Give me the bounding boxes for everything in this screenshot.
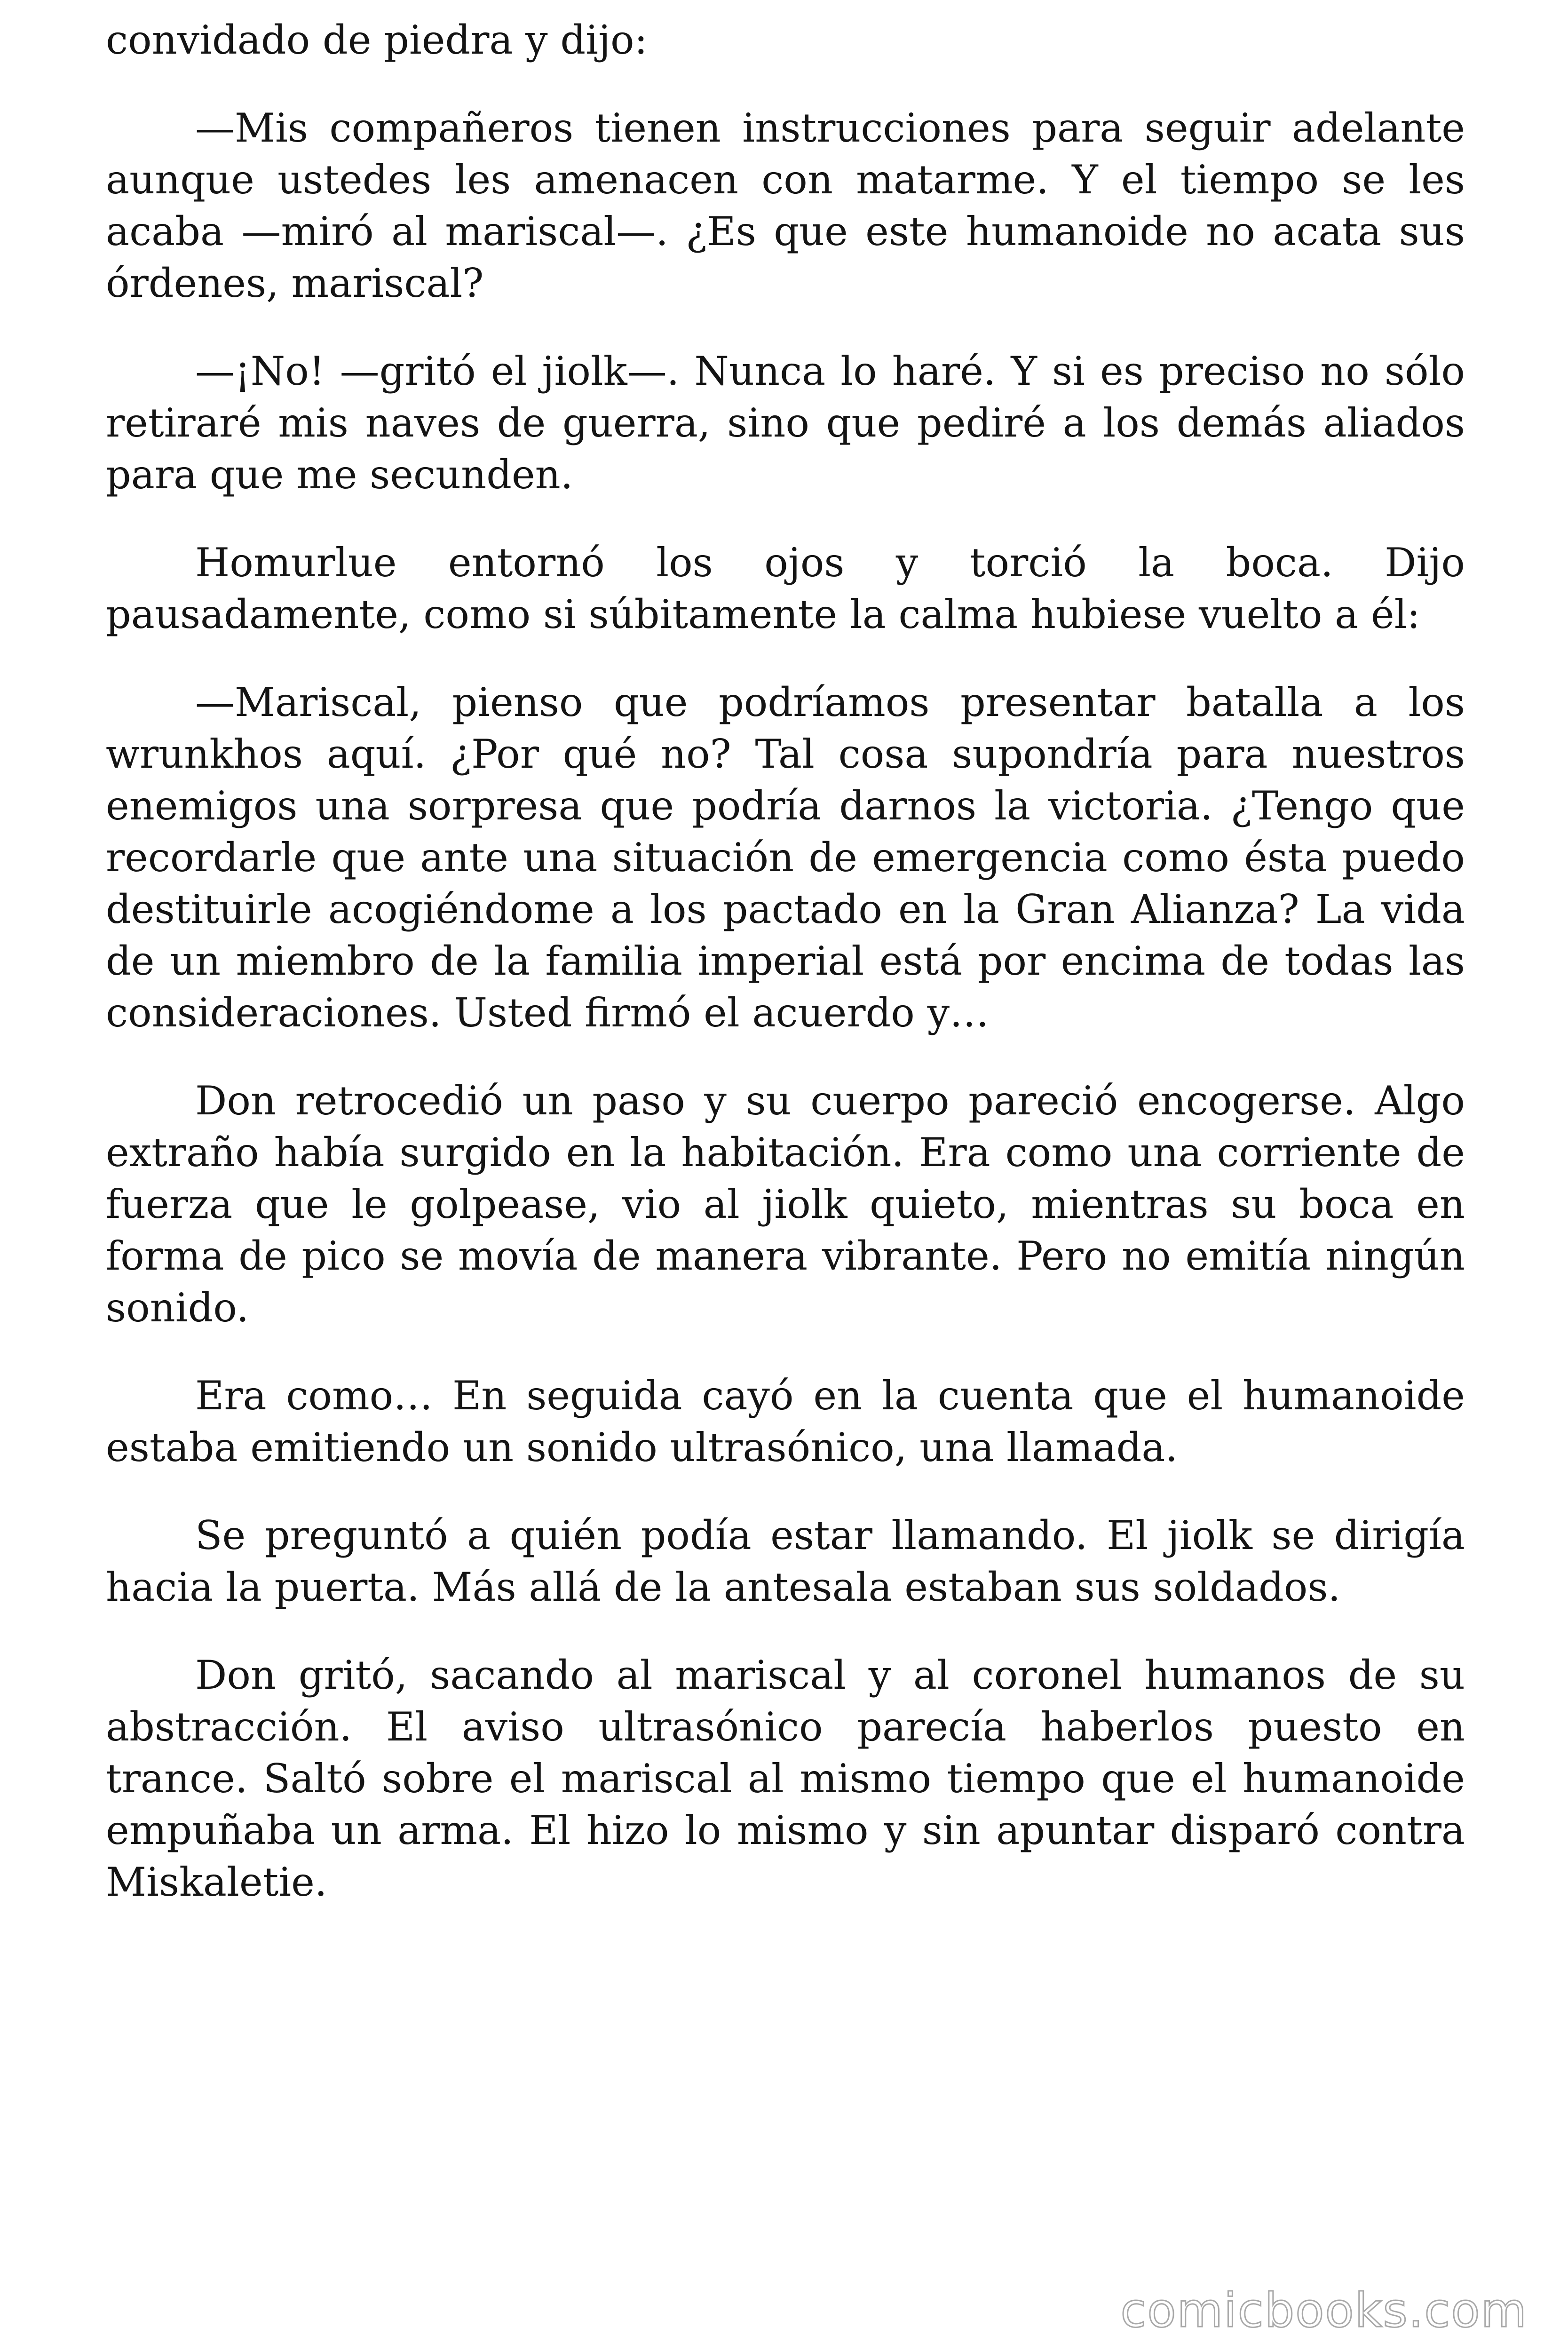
paragraph-dialogue: —¡No! —gritó el jiolk—. Nunca lo haré. Y si es preciso no sólo retiraré mis naves de guerra, sino que pediré a los demás aliados para que me secunden.	[106, 348, 1465, 498]
body-text	[106, 14, 1465, 1944]
paragraph: Homurlue entornó los ojos y torció la boca. Dijo pausadamente, como si súbitamente la calma hubiese vuelto a él:	[106, 540, 1465, 637]
paragraph: Don retrocedió un paso y su cuerpo pareció encogerse. Algo extraño había surgido en la habitación. Era como una corriente de fuerza que le golpease, vio al jiolk quieto, mientras su boca en forma de pico se movía de manera vibrante. Pero no emitía ningún sonido.	[106, 1078, 1465, 1331]
watermark-logo: comicbooks.com	[1120, 2283, 1528, 2338]
paragraph: Era como… En seguida cayó en la cuenta que el humanoide estaba emitiendo un sonido ultrasónico, una llamada.	[106, 1373, 1465, 1470]
paragraph-continuation: convidado de piedra y dijo:	[106, 17, 648, 63]
paragraph: Don gritó, sacando al mariscal y al coronel humanos de su abstracción. El aviso ultrasónico parecía haberlos puesto en trance. Saltó sobre el mariscal al mismo tiempo que el humanoide empuñaba un arma. El hizo lo mismo y sin apuntar disparó contra Miskaletie.	[106, 1652, 1465, 1905]
paragraph: Se preguntó a quién podía estar llamando. El jiolk se dirigía hacia la puerta. Más allá de la antesala estaban sus soldados.	[106, 1512, 1465, 1610]
paragraph-dialogue: —Mis compañeros tienen instrucciones para seguir adelante aunque ustedes les amenacen con matarme. Y el tiempo se les acaba —miró al mariscal—. ¿Es que este humanoide no acata sus órdenes, mariscal?	[106, 105, 1465, 306]
paragraph-dialogue: —Mariscal, pienso que podríamos presentar batalla a los wrunkhos aquí. ¿Por qué no? Tal cosa supondría para nuestros enemigos una sorpresa que podría darnos la victoria. ¿Tengo que recordarle que ante una situación de emergencia como ésta puedo destituirle acogiéndome a los pactado en la Gran Alianza? La vida de un miembro de la familia imperial está por encima de todas las consideraciones. Usted firmó el acuerdo y…	[106, 679, 1465, 1036]
